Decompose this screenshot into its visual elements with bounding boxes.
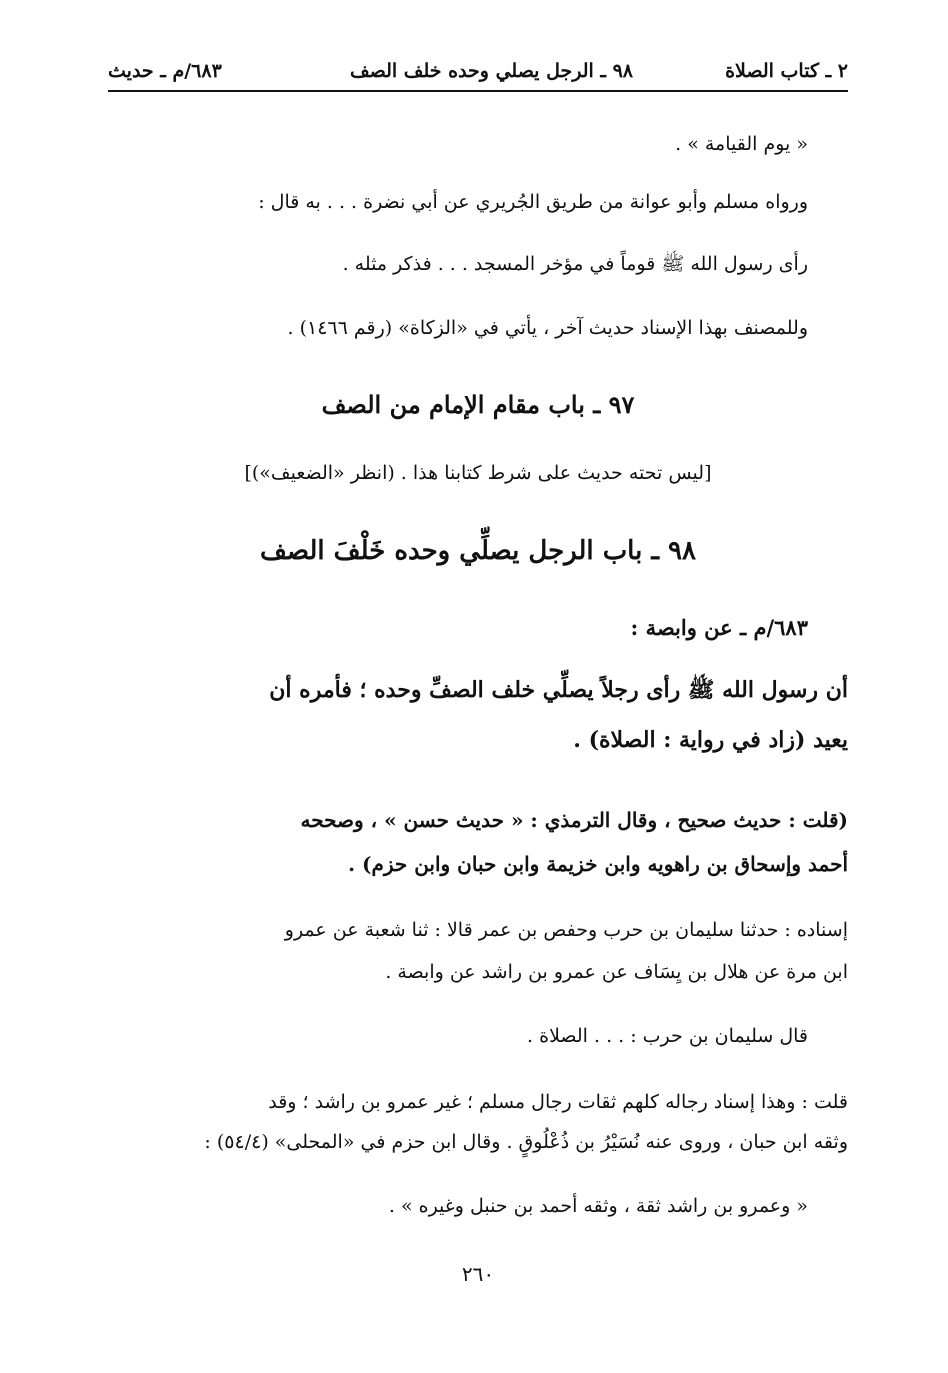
ibn-hazm-quote: « وعمرو بن راشد ثقة ، وثقه أحمد بن حنبل وغيره » . [388,1195,808,1217]
paragraph-day-of-judgment: « يوم القيامة » . [675,133,808,155]
qult-2-line-1: قلت : وهذا إسناد رجاله كلهم ثقات رجال مسلم ؛ غير عمرو بن راشد ؛ وقد [268,1091,848,1113]
header-chapter-title: ٩٨ ـ الرجل يصلي وحده خلف الصف [349,60,633,82]
qult-line-1: (قلت : حديث صحيح ، وقال الترمذي : « حديث حسن » ، وصححه [300,808,848,832]
page-number: ٢٦٠ [461,1262,495,1286]
qult-2-line-2: وثقه ابن حبان ، وروى عنه نُسَيْرُ بن ذُعْلُوقٍ . وقال ابن حزم في «المحلى» (٥٤/٤) : [204,1131,848,1153]
hadith-text-line-1: أن رسول الله ﷺ رأى رجلاً يصلِّي خلف الصفِّ وحده ؛ فأمره أن [269,677,848,703]
paragraph-prophet-saw: رأى رسول الله ﷺ قوماً في مؤخر المسجد . . . فذكر مثله . [342,253,808,275]
qult-line-2: أحمد وإسحاق بن راهويه وابن خزيمة وابن حبان وابن حزم) . [348,852,848,876]
chapter-98-title: ٩٨ ـ باب الرجل يصلِّي وحده خَلْفَ الصف [260,536,696,566]
running-header [108,52,848,92]
header-hadith-number: ٦٨٣/م ـ حديث [108,60,222,82]
header-book-title: ٢ ـ كتاب الصلاة [725,60,848,82]
hadith-number: ٦٨٣/م ـ عن وابصة : [630,615,808,640]
hadith-text-line-2: يعيد (زاد في رواية : الصلاة) . [573,727,848,753]
sulayman-statement: قال سليمان بن حرب : . . . الصلاة . [527,1025,808,1047]
chapter-97-note: [ليس تحته حديث على شرط كتابنا هذا . (انظر «الضعيف»)] [244,462,712,484]
paragraph-muslim-narration: ورواه مسلم وأبو عوانة من طريق الجُريري عن أبي نضرة . . . به قال : [258,191,808,213]
chapter-97-title: ٩٧ ـ باب مقام الإمام من الصف [321,390,635,419]
paragraph-author-note: وللمصنف بهذا الإسناد حديث آخر ، يأتي في «الزكاة» (رقم ١٤٦٦) . [287,317,808,339]
isnad-line-1: إسناده : حدثنا سليمان بن حرب وحفص بن عمر قالا : ثنا شعبة عن عمرو [284,919,848,941]
book-page [108,52,848,1352]
isnad-line-2: ابن مرة عن هلال بن يِسَاف عن عمرو بن راشد عن وابصة . [385,961,848,983]
